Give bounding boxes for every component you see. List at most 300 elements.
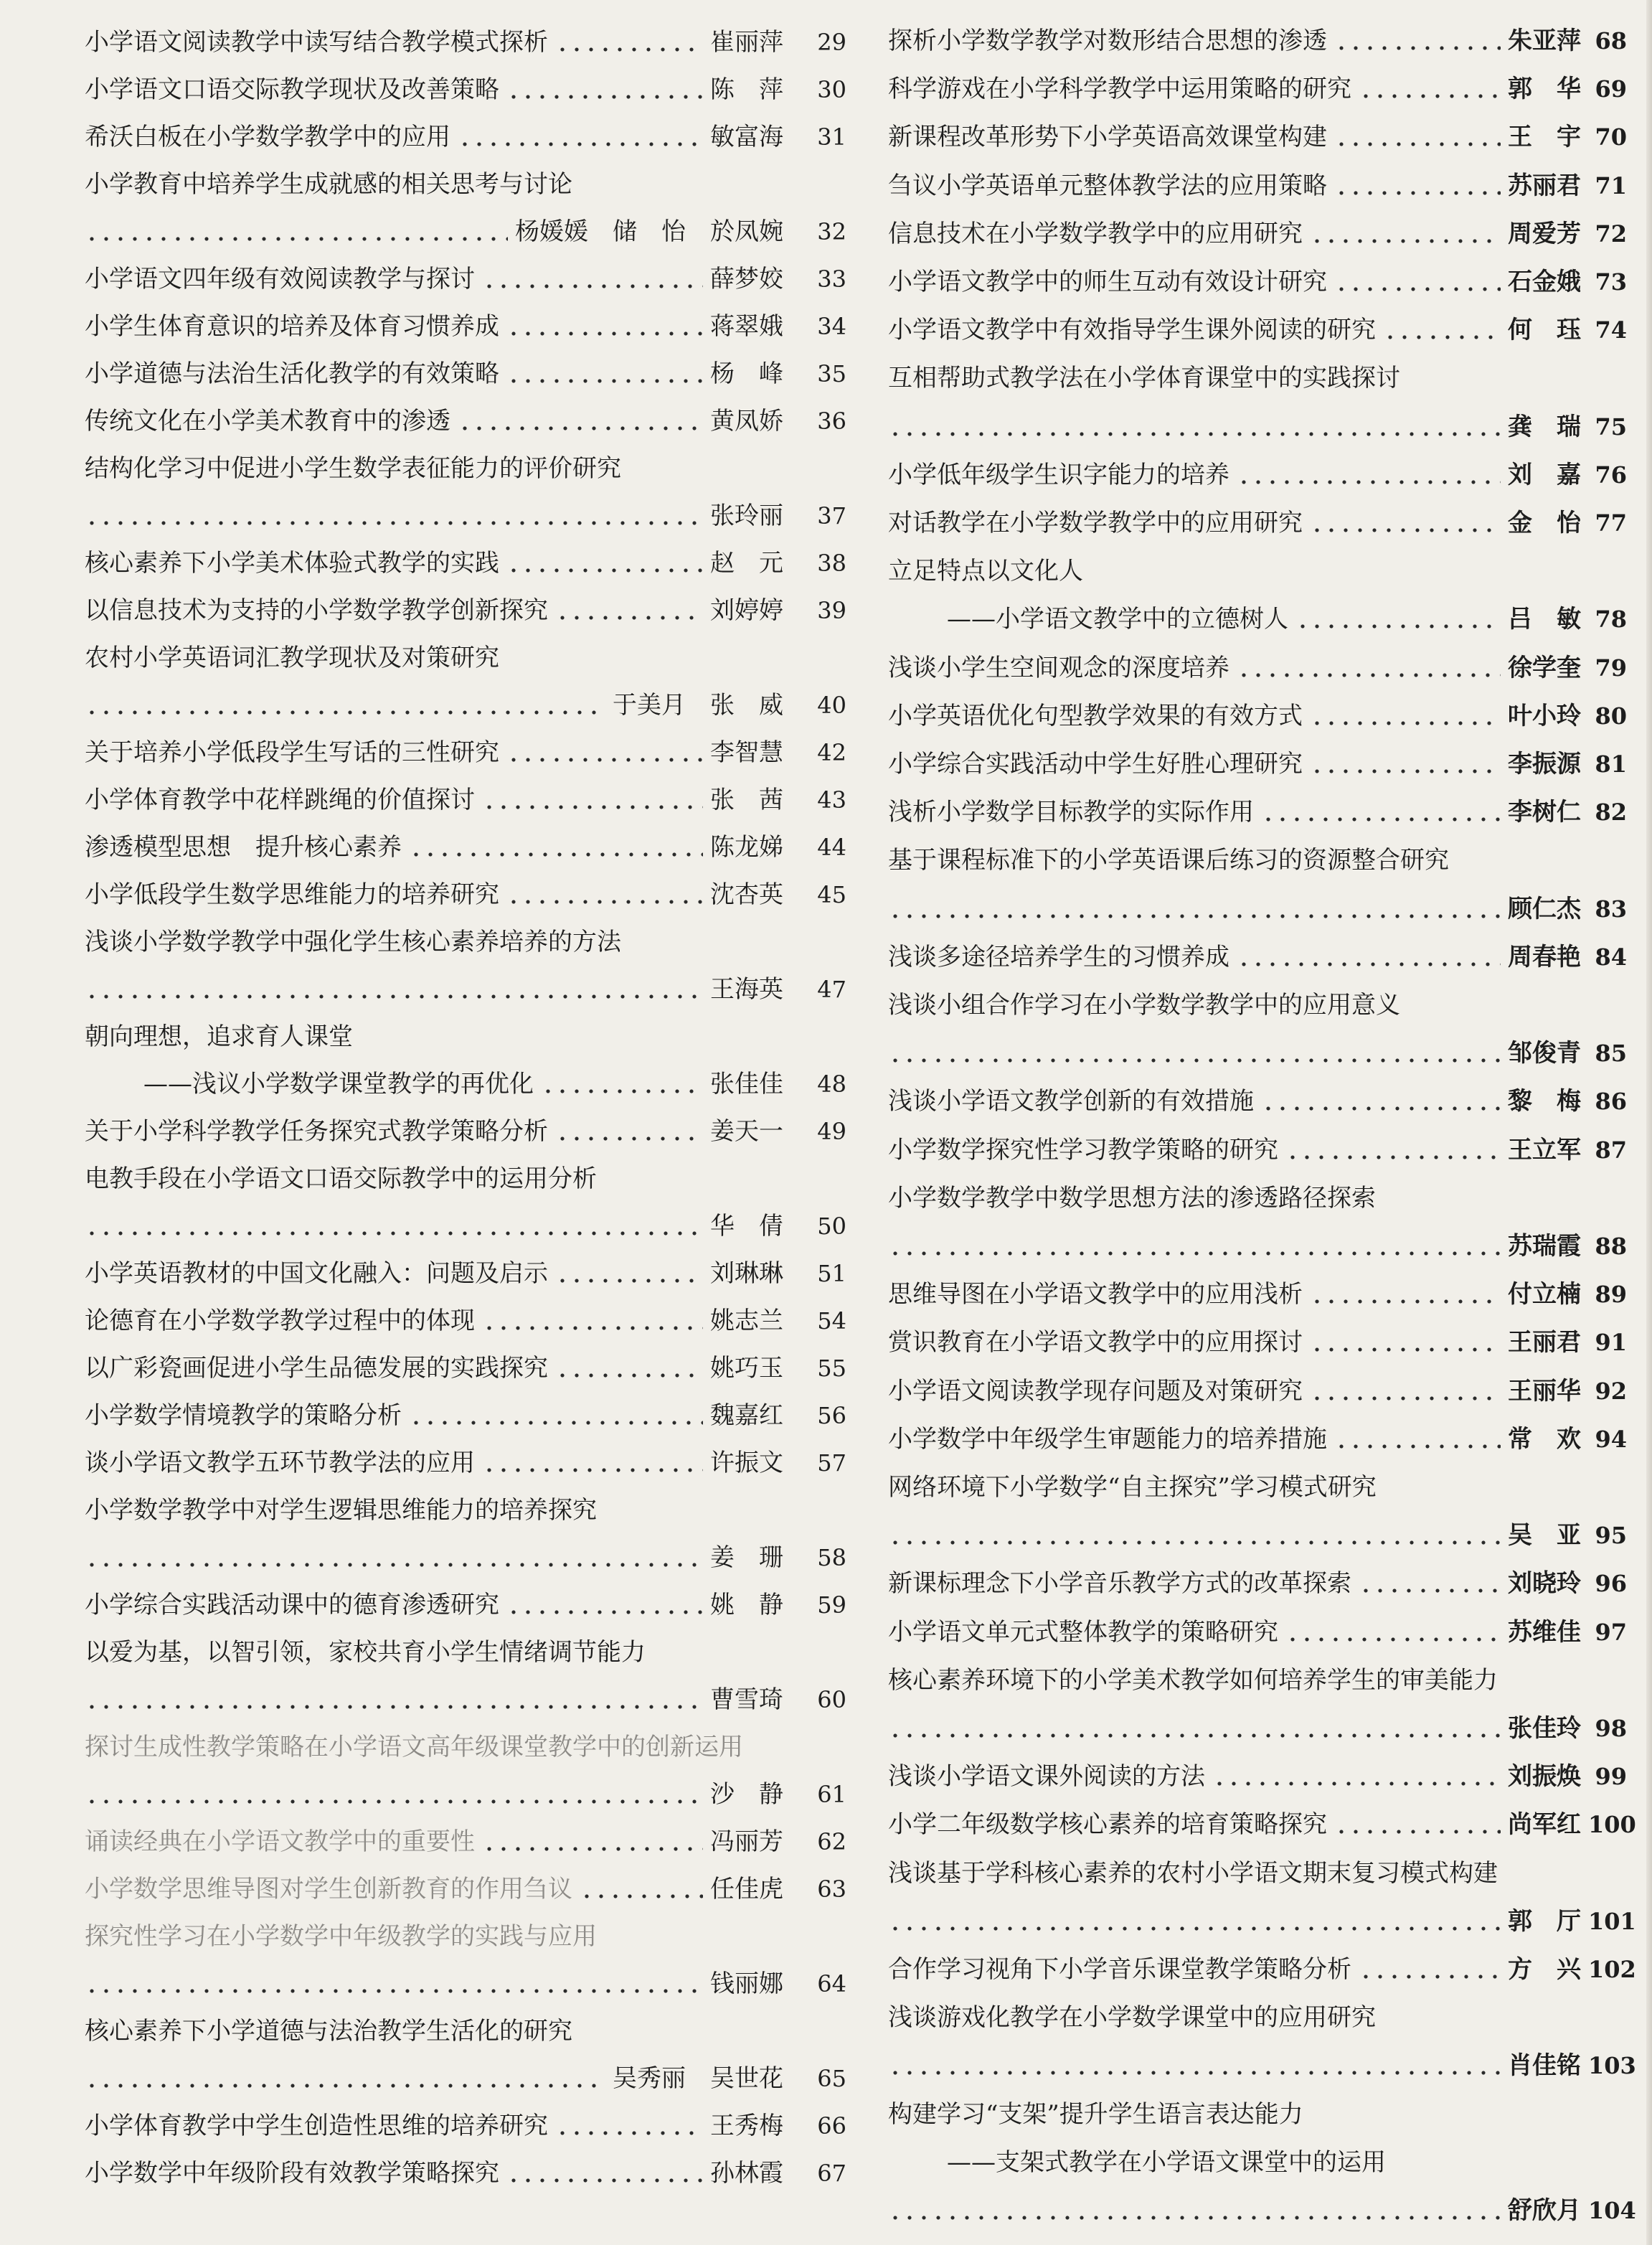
entry-author: 赵 元 (710, 549, 783, 578)
entry-title: 浅谈基于学科核心素养的农村小学语文期末复习模式构建 (888, 1858, 1498, 1888)
toc-entry (888, 502, 1627, 545)
entry-page-number: 80 (1595, 702, 1627, 730)
entry-author: 杨媛媛 储 怡 於凤婉 (515, 217, 783, 246)
dot-leader (458, 425, 703, 432)
entry-title: 诵读经典在小学语文教学中的重要性 (85, 1827, 475, 1856)
entry-title: 小学英语优化句型教学效果的有效方式 (888, 701, 1303, 730)
entry-author: 于美月 张 威 (613, 691, 783, 720)
entry-page-number: 37 (817, 502, 846, 530)
toc-entry (888, 406, 1627, 449)
dot-leader (580, 1893, 703, 1900)
toc-entry (888, 213, 1627, 256)
toc-entry (85, 542, 846, 585)
entry-title: 立足特点以文化人 (888, 557, 1083, 586)
toc-entry (85, 1063, 846, 1106)
entry-page-number: 40 (817, 692, 846, 719)
entry-title: 电教手段在小学语文口语交际教学中的运用分析 (85, 1164, 597, 1193)
toc-entry (888, 1660, 1627, 1703)
page-edge-shadow (1646, 0, 1652, 2245)
entry-author: 崔丽萍 (710, 28, 783, 57)
dot-leader (1237, 961, 1501, 968)
entry-author: 方 兴 (1508, 1955, 1581, 1984)
toc-entry (85, 1347, 846, 1390)
toc-entry (85, 211, 846, 254)
dot-leader (1334, 44, 1501, 52)
entry-title: 浅谈小学语文课外阅读的方法 (888, 1762, 1205, 1792)
entry-page-number: 32 (817, 218, 846, 245)
entry-author: 敏富海 (710, 123, 783, 151)
entry-author: 苏瑞霞 (1508, 1232, 1581, 1261)
entry-title: 浅析小学数学目标教学的实际作用 (888, 798, 1254, 827)
entry-page-number: 45 (817, 881, 846, 908)
entry-author: 王 宇 (1508, 123, 1581, 152)
entry-author: 钱丽娜 (710, 1969, 783, 1998)
toc-entry (888, 1467, 1627, 1510)
toc-entry (85, 827, 846, 870)
entry-page-number: 29 (817, 29, 846, 56)
toc-entry (888, 888, 1627, 931)
entry-title: 小学数学教学中数学思想方法的渗透路径探索 (888, 1183, 1376, 1213)
entry-title: 关于小学科学教学任务探究式教学策略分析 (85, 1117, 548, 1146)
entry-title: 浅谈小学生空间观念的深度培养 (888, 653, 1229, 682)
entry-page-number: 60 (817, 1686, 846, 1713)
toc-entry (888, 1515, 1627, 1558)
entry-page-number: 76 (1595, 461, 1627, 489)
toc-entry (888, 2094, 1627, 2137)
entry-author: 舒欣月 (1508, 2196, 1581, 2225)
entry-author: 李树仁 (1508, 798, 1581, 827)
dot-leader (555, 2129, 703, 2137)
entry-title: 信息技术在小学数学教学中的应用研究 (888, 219, 1303, 248)
entry-title: 小学体育教学中学生创造性思维的培养研究 (85, 2112, 548, 2140)
entry-page-number: 56 (817, 1402, 846, 1429)
toc-entry (85, 1726, 846, 1769)
entry-author: 魏嘉红 (710, 1401, 783, 1430)
toc-entry (85, 1253, 846, 1296)
entry-page-number: 47 (817, 976, 846, 1003)
entry-author: 姚巧玉 (710, 1354, 783, 1383)
entry-author: 尚军红 (1508, 1810, 1581, 1840)
entry-title: 小学低段学生数学思维能力的培养研究 (85, 880, 499, 909)
dot-leader (506, 2177, 703, 2184)
entry-author: 姚 静 (710, 1591, 783, 1619)
entry-page-number: 54 (817, 1307, 846, 1335)
toc-entry (888, 1853, 1627, 1896)
entry-title: 小学英语教材的中国文化融入：问题及启示 (85, 1259, 548, 1288)
toc-entry (85, 69, 846, 112)
entry-author: 张佳玲 (1508, 1714, 1581, 1743)
entry-title: 以爱为基，以智引领，家校共育小学生情绪调节能力 (85, 1638, 646, 1667)
dot-leader (888, 1925, 1501, 1932)
entry-title: 小学语文口语交际教学现状及改善策略 (85, 75, 499, 104)
dot-leader (1359, 1973, 1501, 1980)
toc-entry (888, 936, 1627, 979)
toc-entry (888, 116, 1627, 159)
toc-entry (888, 791, 1627, 834)
toc-entry (888, 261, 1627, 304)
toc-entry (888, 1418, 1627, 1462)
entry-title: 浅谈游戏化教学在小学数学课堂中的应用研究 (888, 2003, 1376, 2033)
entry-page-number: 87 (1595, 1136, 1627, 1164)
toc-entry (888, 984, 1627, 1027)
toc-entry (888, 1756, 1627, 1799)
entry-title: 刍议小学英语单元整体教学法的应用策略 (888, 171, 1327, 200)
toc-entry (85, 1158, 846, 1201)
entry-page-number: 65 (817, 2065, 846, 2092)
toc-entry (888, 743, 1627, 786)
dot-leader (85, 1230, 703, 1237)
entry-title: 小学综合实践活动课中的德育渗透研究 (85, 1591, 499, 1619)
entry-title: 关于培养小学低段学生写话的三性研究 (85, 738, 499, 767)
toc-entry (888, 68, 1627, 111)
entry-author: 王立军 (1508, 1135, 1581, 1164)
dot-leader (888, 913, 1501, 920)
toc-entry (85, 1489, 846, 1533)
entry-page-number: 91 (1595, 1329, 1627, 1357)
entry-title: ——小学语文教学中的立德树人 (947, 605, 1288, 634)
dot-leader (506, 330, 703, 337)
entry-page-number: 51 (817, 1260, 846, 1287)
toc-entry (888, 1563, 1627, 1606)
entry-author: 任佳虎 (710, 1875, 783, 1903)
entry-page-number: 59 (817, 1591, 846, 1619)
entry-page-number: 50 (817, 1213, 846, 1240)
entry-page-number: 42 (817, 739, 846, 766)
dot-leader (1237, 672, 1501, 679)
dot-leader (1295, 623, 1501, 630)
entry-author: 曹雪琦 (710, 1685, 783, 1714)
entry-page-number: 75 (1595, 413, 1627, 441)
entry-page-number: 31 (817, 123, 846, 151)
entry-page-number: 44 (817, 834, 846, 861)
entry-page-number: 84 (1595, 943, 1627, 971)
toc-entry (85, 779, 846, 822)
entry-page-number: 102 (1588, 1956, 1636, 1983)
entry-page-number: 101 (1588, 1907, 1636, 1935)
dot-leader (85, 709, 605, 716)
entry-page-number: 43 (817, 786, 846, 814)
entry-author: 孙林霞 (710, 2159, 783, 2188)
entry-title: 小学数学中年级学生审题能力的培养措施 (888, 1424, 1327, 1454)
entry-title: 小学语文教学中的师生互动有效设计研究 (888, 268, 1327, 296)
entry-author: 郭 厅 (1508, 1906, 1581, 1936)
dot-leader (1212, 1780, 1501, 1787)
toc-entry (85, 2152, 846, 2195)
toc-entry (888, 550, 1627, 593)
dot-leader (1261, 1105, 1501, 1112)
entry-page-number: 55 (817, 1355, 846, 1382)
toc-entry (888, 1081, 1627, 1124)
entry-title: 构建学习“支架”提升学生语言表达能力 (888, 2099, 1303, 2129)
entry-page-number: 71 (1595, 171, 1627, 199)
toc-entry (888, 647, 1627, 690)
dot-leader (1310, 1395, 1501, 1402)
dot-leader (85, 1561, 703, 1568)
dot-leader (888, 430, 1501, 438)
entry-author: 吕 敏 (1508, 605, 1581, 634)
entry-author: 冯丽芳 (710, 1827, 783, 1856)
toc-entry (888, 1032, 1627, 1076)
toc-entry (888, 1370, 1627, 1413)
entry-title: 核心素养下小学美术体验式教学的实践 (85, 549, 499, 578)
dot-leader (482, 1467, 703, 1474)
toc-entry (888, 1129, 1627, 1172)
dot-leader (555, 46, 703, 53)
dot-leader (1334, 1443, 1501, 1450)
dot-leader (409, 851, 703, 858)
entry-title: ——支架式教学在小学语文课堂中的运用 (947, 2147, 1386, 2177)
dot-leader (1334, 141, 1501, 148)
toc-entry (85, 732, 846, 775)
entry-author: 何 珏 (1508, 316, 1581, 345)
entry-title: 探析小学数学教学对数形结合思想的渗透 (888, 27, 1327, 55)
dot-leader (1383, 334, 1501, 341)
toc-entry (888, 1611, 1627, 1655)
dot-leader (506, 898, 703, 905)
toc-entry (85, 1632, 846, 1675)
entry-page-number: 64 (817, 1970, 846, 1997)
entry-title: 传统文化在小学美术教育中的渗透 (85, 407, 450, 436)
toc-entry (888, 357, 1627, 400)
dot-leader (506, 93, 703, 100)
entry-page-number: 82 (1595, 799, 1627, 827)
toc-entry (888, 1322, 1627, 1365)
entry-author: 刘晓玲 (1508, 1569, 1581, 1599)
dot-leader (1237, 479, 1501, 486)
toc-entry (85, 448, 846, 491)
dot-leader (1261, 816, 1501, 823)
toc-entry (85, 1016, 846, 1059)
entry-title: 论德育在小学数学教学过程中的体现 (85, 1307, 475, 1335)
entry-title: 核心素养环境下的小学美术教学如何培养学生的审美能力 (888, 1665, 1498, 1695)
toc-entry (85, 1868, 846, 1911)
entry-title: 科学游戏在小学科学教学中运用策略的研究 (888, 75, 1351, 104)
entry-author: 姜天一 (710, 1117, 783, 1146)
entry-page-number: 39 (817, 597, 846, 624)
entry-author: 郭 华 (1508, 75, 1581, 104)
entry-title: 小学语文四年级有效阅读教学与探讨 (85, 265, 475, 293)
entry-author: 苏维佳 (1508, 1617, 1581, 1647)
toc-entry (85, 2105, 846, 2148)
entry-page-number: 38 (817, 550, 846, 577)
entry-author: 刘振焕 (1508, 1762, 1581, 1792)
entry-page-number: 97 (1595, 1618, 1627, 1646)
entry-author: 陈龙娣 (710, 833, 783, 862)
toc-entry (888, 839, 1627, 883)
entry-author: 付立楠 (1508, 1280, 1581, 1309)
entry-author: 刘婷婷 (710, 596, 783, 625)
dot-leader (1285, 1154, 1501, 1161)
entry-title: 小学语文阅读教学中读写结合教学模式探析 (85, 28, 548, 57)
dot-leader (1359, 1587, 1501, 1594)
dot-leader (555, 614, 703, 621)
dot-leader (555, 1372, 703, 1379)
toc-entry (85, 495, 846, 538)
entry-author: 吴秀丽 吴世花 (613, 2064, 783, 2093)
entry-title: 互相帮助式教学法在小学体育课堂中的实践探讨 (888, 364, 1400, 393)
entry-page-number: 72 (1595, 220, 1627, 248)
entry-title: 渗透模型思想 提升核心素养 (85, 833, 402, 862)
entry-page-number: 92 (1595, 1377, 1627, 1405)
entry-title: 小学生体育意识的培养及体育习惯养成 (85, 312, 499, 341)
entry-author: 李智慧 (710, 738, 783, 767)
toc-entry (888, 2045, 1636, 2088)
entry-page-number: 73 (1595, 268, 1627, 296)
entry-author: 张玲丽 (710, 502, 783, 530)
toc-entry (85, 1300, 846, 1343)
dot-leader (482, 283, 703, 290)
dot-leader (1310, 1346, 1501, 1353)
toc-entry (85, 637, 846, 680)
toc-entry (85, 1679, 846, 1722)
entry-page-number: 94 (1595, 1425, 1627, 1453)
dot-leader (458, 141, 703, 148)
entry-title: 小学数学中年级阶段有效教学策略探究 (85, 2159, 499, 2188)
entry-page-number: 62 (817, 1828, 846, 1855)
dot-leader (1334, 286, 1501, 293)
entry-title: 小学数学思维导图对学生创新教育的作用刍议 (85, 1875, 572, 1903)
toc-entry (888, 2190, 1636, 2233)
toc-entry (85, 1205, 846, 1248)
entry-author: 姜 珊 (710, 1543, 783, 1572)
toc-entry (888, 1804, 1636, 1847)
entry-title: 赏识教育在小学语文教学中的应用探讨 (888, 1328, 1303, 1357)
entry-page-number: 30 (817, 76, 846, 103)
entry-title: 小学教育中培养学生成就感的相关思考与讨论 (85, 170, 572, 199)
entry-title: ——浅议小学数学课堂教学的再优化 (143, 1070, 534, 1098)
entry-author: 蒋翠娥 (710, 312, 783, 341)
entry-page-number: 70 (1595, 123, 1627, 151)
entry-page-number: 88 (1595, 1233, 1627, 1260)
entry-page-number: 98 (1595, 1715, 1627, 1742)
toc-entry (888, 454, 1627, 497)
entry-author: 王秀梅 (710, 2112, 783, 2140)
entry-author: 王丽君 (1508, 1328, 1581, 1357)
entry-page-number: 35 (817, 360, 846, 387)
dot-leader (1310, 527, 1501, 534)
dot-leader (1334, 189, 1501, 197)
toc-entry (85, 258, 846, 301)
entry-page-number: 100 (1588, 1811, 1636, 1839)
entry-author: 陈 萍 (710, 75, 783, 104)
toc-entry (85, 306, 846, 349)
entry-title: 新课标理念下小学音乐教学方式的改革探索 (888, 1569, 1351, 1599)
dot-leader (888, 1539, 1501, 1546)
toc-entry (85, 116, 846, 159)
dot-leader (888, 1057, 1501, 1064)
entry-title: 合作学习视角下小学音乐课堂教学策略分析 (888, 1955, 1351, 1984)
entry-title: 小学数学探究性学习教学策略的研究 (888, 1135, 1278, 1164)
entry-title: 小学语文阅读教学现存问题及对策研究 (888, 1376, 1303, 1406)
toc-entry (85, 22, 846, 65)
entry-author: 王海英 (710, 975, 783, 1004)
dot-leader (1310, 768, 1501, 775)
entry-author: 周爱芳 (1508, 219, 1581, 248)
dot-leader (85, 2082, 605, 2089)
entry-title: 小学语文单元式整体教学的策略研究 (888, 1617, 1278, 1647)
dot-leader (888, 2214, 1501, 2221)
entry-page-number: 83 (1595, 895, 1627, 923)
entry-author: 肖佳铭 (1508, 2051, 1581, 2081)
toc-entry (85, 1395, 846, 1438)
toc-entry (85, 2010, 846, 2053)
toc-entry (888, 20, 1627, 63)
entry-page-number: 49 (817, 1118, 846, 1145)
dot-leader (1310, 237, 1501, 245)
entry-page-number: 79 (1595, 654, 1627, 682)
entry-page-number: 69 (1595, 75, 1627, 103)
entry-page-number: 68 (1595, 27, 1627, 55)
entry-title: 对话教学在小学数学教学中的应用研究 (888, 509, 1303, 537)
dot-leader (888, 1250, 1501, 1257)
entry-title: 浅谈小学语文教学创新的有效措施 (888, 1087, 1254, 1116)
dot-leader (409, 1419, 703, 1426)
toc-entry (888, 1997, 1627, 2040)
entry-author: 邹俊青 (1508, 1039, 1581, 1068)
dot-leader (482, 804, 703, 811)
dot-leader (555, 1277, 703, 1284)
entry-page-number: 104 (1588, 2197, 1636, 2224)
toc-entry (888, 1708, 1627, 1751)
entry-title: 探讨生成性教学策略在小学语文高年级课堂教学中的创新运用 (85, 1733, 743, 1761)
toc-entry (888, 598, 1627, 641)
toc-entry (85, 2058, 846, 2101)
dot-leader (482, 1845, 703, 1853)
entry-page-number: 67 (817, 2160, 846, 2187)
entry-title: 探究性学习在小学数学中年级教学的实践与应用 (85, 1922, 597, 1951)
dot-leader (1359, 93, 1501, 100)
entry-author: 华 倩 (710, 1212, 783, 1241)
dot-leader (506, 567, 703, 574)
entry-page-number: 89 (1595, 1281, 1627, 1309)
dot-leader (506, 756, 703, 763)
dot-leader (85, 519, 703, 527)
entry-author: 叶小玲 (1508, 701, 1581, 730)
dot-leader (1310, 1298, 1501, 1305)
dot-leader (888, 2069, 1501, 2076)
entry-title: 小学综合实践活动中学生好胜心理研究 (888, 750, 1303, 778)
entry-title: 小学语文教学中有效指导学生课外阅读的研究 (888, 316, 1376, 345)
dot-leader (1334, 1828, 1501, 1835)
dot-leader (555, 1135, 703, 1142)
dot-leader (1310, 720, 1501, 727)
toc-entry (85, 1916, 846, 1959)
entry-title: 小学体育教学中花样跳绳的价值探讨 (85, 786, 475, 814)
entry-title: 小学低年级学生识字能力的培养 (888, 460, 1229, 489)
entry-author: 吴 亚 (1508, 1521, 1581, 1550)
dot-leader (85, 235, 508, 243)
toc-entry (85, 1537, 846, 1580)
toc-entry (85, 874, 846, 917)
toc-entry (888, 165, 1627, 208)
entry-page-number: 95 (1595, 1522, 1627, 1550)
entry-author: 石金娥 (1508, 268, 1581, 296)
entry-author: 金 怡 (1508, 509, 1581, 537)
entry-title: 思维导图在小学语文教学中的应用浅析 (888, 1280, 1303, 1309)
toc-entry (85, 1584, 846, 1627)
toc-entry (888, 1901, 1636, 1944)
toc-entry (888, 695, 1627, 738)
entry-author: 张 茜 (710, 786, 783, 814)
entry-page-number: 36 (817, 408, 846, 435)
dot-leader (888, 1732, 1501, 1739)
entry-page-number: 34 (817, 313, 846, 340)
entry-title: 小学二年级数学核心素养的培育策略探究 (888, 1810, 1327, 1840)
entry-title: 基于课程标准下的小学英语课后练习的资源整合研究 (888, 846, 1449, 875)
dot-leader (85, 1798, 703, 1805)
toc-entry (888, 1274, 1627, 1317)
entry-title: 浅谈多途径培养学生的习惯养成 (888, 942, 1229, 971)
